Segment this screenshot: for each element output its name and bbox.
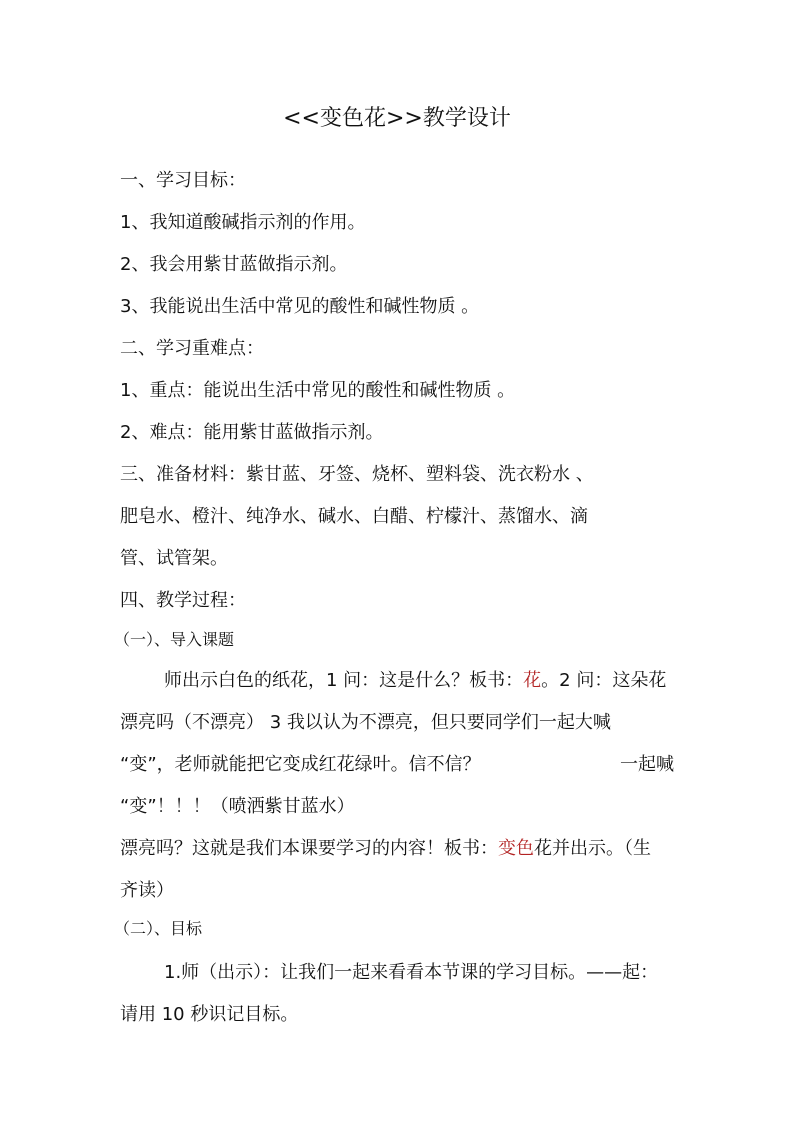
intro-paragraph-line-4: “变”！！！（喷洒紫甘蓝水）: [120, 796, 355, 817]
intro-line3-text-b: 一起喊: [620, 754, 674, 775]
materials-line-2: 肥皂水、橙汁、纯净水、碱水、白醋、柠檬汁、蒸馏水、滴: [120, 506, 588, 527]
intro-line3-text-a: “变”，老师就能把它变成红花绿叶。信不信？: [120, 754, 481, 775]
intro-text-b: 。2 问：这朵花: [541, 670, 667, 691]
goals-paragraph-line-1: 1.师（出示）：让我们一起来看看本节课的学习目标。——起：: [164, 962, 659, 983]
goal-item-3: 3、我能说出生活中常见的酸性和碱性物质 。: [120, 296, 480, 317]
document-title: <<变色花>>教学设计: [283, 106, 511, 131]
goals-paragraph-line-2: 请用 10 秒识记目标。: [120, 1004, 299, 1025]
materials-line-3: 管、试管架。: [120, 548, 228, 569]
board-word-flower: 花: [523, 670, 542, 691]
key-point-item-1: 1、重点：能说出生活中常见的酸性和碱性物质 。: [120, 380, 516, 401]
section-heading-process: 四、教学过程：: [120, 590, 246, 611]
materials-line-1: 三、准备材料：紫甘蓝、牙签、烧杯、塑料袋、洗衣粉水 、: [120, 464, 594, 485]
section-heading-goals: 一、学习目标：: [120, 170, 246, 191]
intro-paragraph-line-1: [164, 668, 666, 694]
key-point-item-2: 2、难点：能用紫甘蓝做指示剂。: [120, 422, 384, 443]
intro-line5-text-b: 花并出示。（生: [534, 838, 651, 859]
intro-paragraph-line-6: 齐读）: [120, 880, 174, 901]
intro-paragraph-line-5: [120, 836, 651, 862]
intro-text-a: 师出示白色的纸花，1 问：这是什么？板书：: [164, 670, 524, 691]
goal-item-1: 1、我知道酸碱指示剂的作用。: [120, 212, 366, 233]
intro-paragraph-line-3: [120, 752, 674, 778]
subsection-heading-intro: （一）、导入课题: [114, 630, 235, 649]
section-heading-key-points: 二、学习重难点：: [120, 338, 264, 359]
intro-paragraph-line-2: 漂亮吗（不漂亮） 3 我以认为不漂亮，但只要同学们一起大喊: [120, 712, 611, 733]
intro-line5-text-a: 漂亮吗？这就是我们本课要学习的内容！板书：: [120, 838, 498, 859]
goal-item-2: 2、我会用紫甘蓝做指示剂。: [120, 254, 348, 275]
subsection-heading-goals: （二）、目标: [114, 919, 203, 938]
board-word-color-change: 变色: [498, 838, 534, 859]
